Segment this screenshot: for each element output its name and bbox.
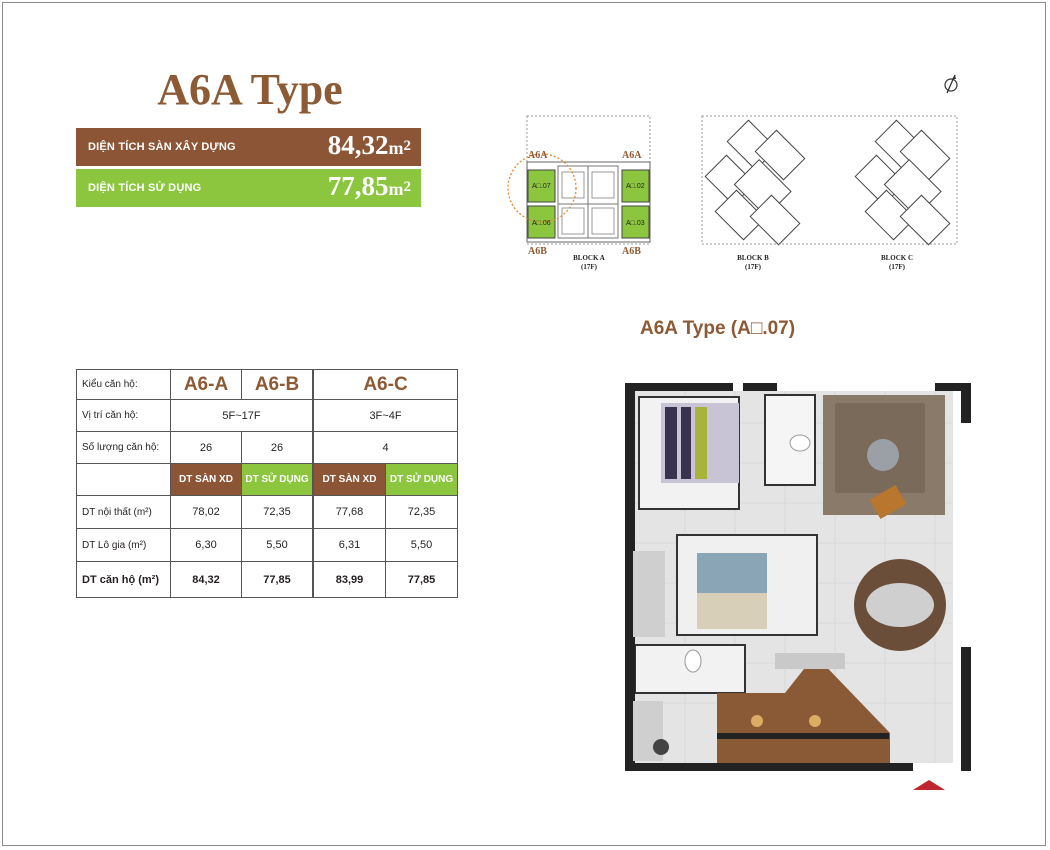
row-loggia-used-c: 5,50 [386, 529, 458, 562]
built-area-bar [76, 128, 421, 166]
usable-area-label: DIỆN TÍCH SỬ DỤNG [88, 182, 202, 194]
built-area-label: DIỆN TÍCH SÀN XÂY DỰNG [88, 141, 236, 153]
row-loggia-used: 5,50 [242, 529, 313, 562]
spec-table-a6c [313, 369, 458, 598]
key-unit-07: A□.07 [532, 183, 551, 190]
block-c-caption: BLOCK C (17F) [880, 254, 914, 271]
key-unit-06: A□.06 [532, 220, 551, 227]
floor-plan-image [625, 383, 971, 771]
floor-plan-title: A6A Type (A□.07) [640, 318, 796, 339]
spec-table-a6a-b [76, 369, 313, 598]
key-label-a6a-left: A6A [528, 150, 548, 161]
row-total-built: 84,32 [171, 562, 242, 598]
row-interior-built: 78,02 [171, 496, 242, 529]
key-label-a6b-right: A6B [622, 246, 641, 257]
type-label: Kiểu căn hộ: [77, 370, 171, 400]
col-used-a: DT SỬ DỤNG [242, 464, 313, 496]
type-a6a: A6-A [171, 370, 242, 400]
usable-area-bar [76, 169, 421, 207]
col-built-c: DT SÀN XD [314, 464, 386, 496]
key-plan [500, 110, 970, 280]
row-interior-label: DT nội thất (m²) [77, 496, 171, 529]
entrance-arrow-icon [913, 780, 945, 790]
row-loggia-label: DT Lô gia (m²) [77, 529, 171, 562]
col-used-c: DT SỬ DỤNG [386, 464, 458, 496]
north-compass-icon [942, 73, 960, 100]
block-b-caption: BLOCK B (17F) [737, 254, 769, 271]
count-a: 26 [171, 432, 242, 464]
block-c-plan [855, 120, 949, 244]
position-c: 3F~4F [314, 400, 458, 432]
type-a6b: A6-B [242, 370, 313, 400]
position-ab: 5F~17F [171, 400, 313, 432]
page-title: A6A Type [157, 65, 343, 114]
row-total-used-c: 77,85 [386, 562, 458, 598]
count-c: 4 [314, 432, 458, 464]
key-unit-02: A□.02 [626, 183, 645, 190]
row-loggia-built: 6,30 [171, 529, 242, 562]
usable-area-value: $77,85m^2$ [327, 171, 411, 201]
block-a-plan [527, 162, 650, 242]
col-built-a: DT SÀN XD [171, 464, 242, 496]
row-interior-built-c: 77,68 [314, 496, 386, 529]
built-area-value: $84,32m^2$ [327, 130, 411, 160]
type-a6c: A6-C [314, 370, 458, 400]
header-blank [77, 464, 171, 496]
key-unit-03: A□.03 [626, 220, 645, 227]
count-b: 26 [242, 432, 313, 464]
position-label: Vị trí căn hộ: [77, 400, 171, 432]
row-total-label: DT căn hộ (m²) [77, 562, 171, 598]
block-b-plan [705, 120, 804, 244]
block-a-caption: BLOCK A (17F) [573, 254, 605, 271]
row-loggia-built-c: 6,31 [314, 529, 386, 562]
key-label-a6a-right: A6A [622, 150, 642, 161]
row-total-used: 77,85 [242, 562, 313, 598]
row-total-built-c: 83,99 [314, 562, 386, 598]
row-interior-used: 72,35 [242, 496, 313, 529]
row-interior-used-c: 72,35 [386, 496, 458, 529]
key-label-a6b-left: A6B [528, 246, 547, 257]
count-label: Số lượng căn hộ: [77, 432, 171, 464]
